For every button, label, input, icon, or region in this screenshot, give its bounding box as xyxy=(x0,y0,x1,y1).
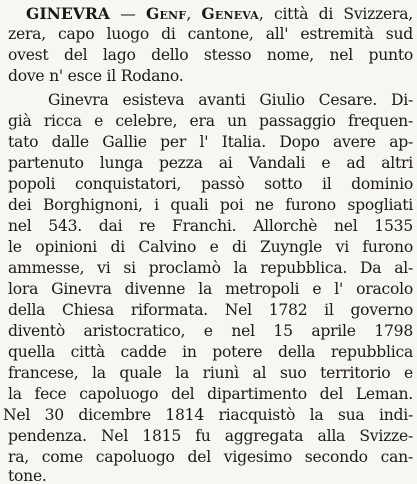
text-line: dei Borghignoni, i quali poi ne furono spogliati xyxy=(8,196,413,214)
text-line: lora Ginevra divenne la metropoli e l' oracolo xyxy=(8,280,413,298)
text-line: partenuto lunga pezza ai Vandali e ad altri xyxy=(8,154,413,172)
entry-heading-line xyxy=(26,4,413,23)
text-line: Nel 30 dicembre 1814 riacquistò la sua indi- xyxy=(3,406,413,424)
text-line: francese, la quale la riunì al suo territorio e xyxy=(8,364,413,382)
text-line: nel 543. dai re Franchi. Allorchè nel 1535 xyxy=(8,217,413,235)
text-line: ovest del lago dello stesso nome, nel punto xyxy=(8,46,413,64)
text-line: della Chiesa riformata. Nel 1782 il governo xyxy=(8,301,413,319)
text-line: popoli conquistatori, passò sotto il dominio xyxy=(8,175,413,193)
heading-line-rest: , città di Svizzera, xyxy=(258,5,413,23)
text-line: le opinioni di Calvino e di Zuyngle vi furono xyxy=(8,238,413,256)
text-line: tato dalle Gallie per l' Italia. Dopo avere ap- xyxy=(8,133,413,151)
text-line: quella città cadde in potere della repubblica xyxy=(8,343,413,361)
text-line: dove n' esce il Rodano. xyxy=(8,67,184,85)
text-line: la fece capoluogo del dipartimento del Leman. xyxy=(8,385,413,403)
text-line: zera, capo luogo di cantone, all' estremità sud xyxy=(8,25,413,43)
text-line: ra, come capoluogo del vigesimo secondo can- xyxy=(8,448,413,466)
variant-separator: , xyxy=(186,5,202,23)
text-line-final: tone. xyxy=(8,467,47,484)
variant-name-genf: Genf xyxy=(145,4,187,23)
text-line: già ricca e celebre, era un passaggio frequen- xyxy=(8,112,413,130)
paragraph-first-line: Ginevra esisteva avanti Giulio Cesare. Di- xyxy=(48,91,413,109)
text-line: pendenza. Nel 1815 fu aggregata alla Svizze- xyxy=(8,427,413,445)
heading-dash: — xyxy=(109,5,146,23)
entry-headword: GINEVRA xyxy=(26,4,110,23)
variant-name-geneva: Geneva xyxy=(201,4,259,23)
text-line: ammesse, vi si proclamò la repubblica. Da al- xyxy=(8,259,413,277)
text-line: diventò aristocratico, e nel 15 aprile 1798 xyxy=(8,322,413,340)
